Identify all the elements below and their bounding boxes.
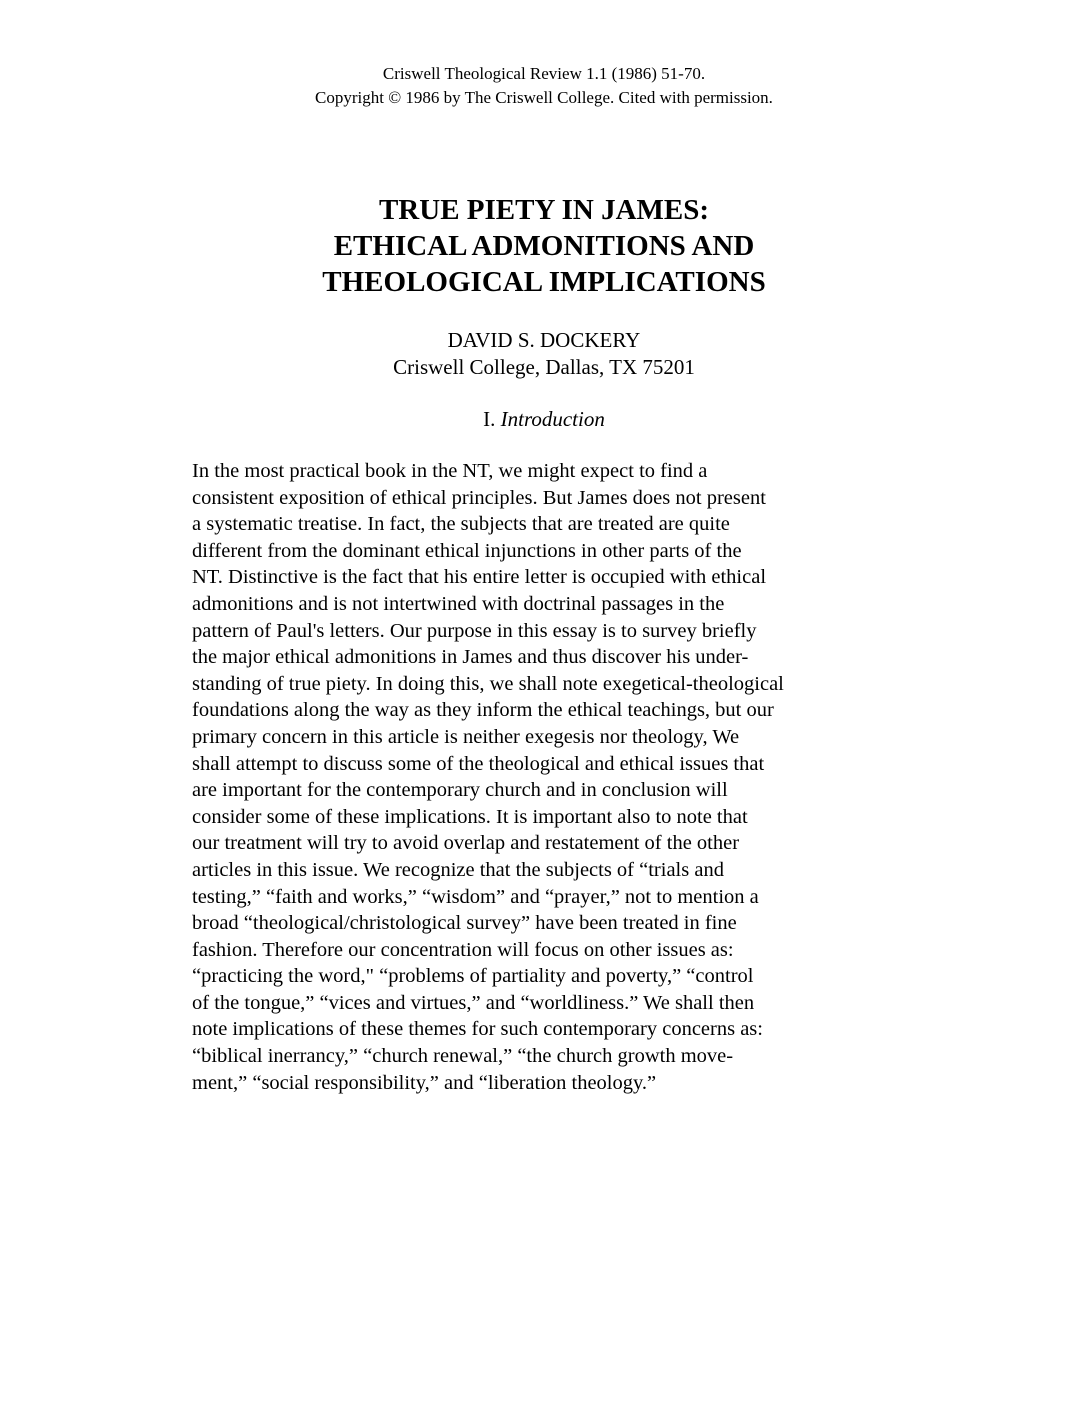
- body-line: note implications of these themes for such contemporary concerns as:: [192, 1018, 763, 1041]
- title-line: TRUE PIETY IN JAMES:: [378, 194, 710, 226]
- copyright-notice: Copyright © 1986 by The Criswell College. Cited with permission.: [315, 88, 773, 107]
- body-line: ment,” “social responsibility,” and “liberation theology.”: [192, 1071, 657, 1094]
- body-line: admonitions and is not intertwined with doctrinal passages in the: [192, 592, 725, 615]
- section-title: Introduction: [500, 407, 605, 431]
- author-name: DAVID S. DOCKERY: [447, 328, 641, 352]
- author-affiliation: Criswell College, Dallas, TX 75201: [393, 355, 695, 379]
- body-line: “practicing the word," “problems of partiality and poverty,” “control: [192, 965, 754, 988]
- body-line: testing,” “faith and works,” “wisdom” and “prayer,” not to mention a: [192, 885, 759, 908]
- title-line: ETHICAL ADMONITIONS AND: [333, 230, 755, 262]
- section-number: I.: [483, 407, 496, 431]
- body-line: are important for the contemporary church and in conclusion will: [192, 779, 728, 802]
- section-heading: [0, 406, 1088, 432]
- body-line: primary concern in this article is neither exegesis nor theology, We: [192, 725, 740, 748]
- body-line: different from the dominant ethical injunctions in other parts of the: [192, 539, 742, 562]
- body-line: shall attempt to discuss some of the theological and ethical issues that: [192, 752, 765, 775]
- body-line: standing of true piety. In doing this, we shall note exegetical-theological: [192, 672, 784, 695]
- body-line: NT. Distinctive is the fact that his entire letter is occupied with ethical: [192, 566, 767, 589]
- body-line: the major ethical admonitions in James and thus discover his under-: [192, 646, 749, 669]
- body-line: a systematic treatise. In fact, the subjects that are treated are quite: [192, 513, 730, 536]
- body-line: broad “theological/christological survey” have been treated in fine: [192, 912, 737, 935]
- body-line: of the tongue,” “vices and virtues,” and “worldliness.” We shall then: [192, 991, 755, 1014]
- journal-citation: Criswell Theological Review 1.1 (1986) 51-70.: [382, 64, 706, 83]
- body-line: “biblical inerrancy,” “church renewal,” “the church growth move-: [192, 1045, 734, 1068]
- body-line: articles in this issue. We recognize that the subjects of “trials and: [192, 858, 724, 881]
- body-line: consistent exposition of ethical principles. But James does not present: [192, 486, 766, 509]
- title-line: THEOLOGICAL IMPLICATIONS: [322, 266, 766, 298]
- body-line: our treatment will try to avoid overlap and restatement of the other: [192, 832, 740, 855]
- body-line: fashion. Therefore our concentration will focus on other issues as:: [192, 938, 734, 961]
- body-line: pattern of Paul's letters. Our purpose in this essay is to survey briefly: [192, 619, 757, 642]
- body-paragraph: [192, 458, 872, 1096]
- body-line: foundations along the way as they inform the ethical teachings, but our: [192, 699, 774, 722]
- body-line: In the most practical book in the NT, we might expect to find a: [192, 460, 708, 482]
- body-line: consider some of these implications. It is important also to note that: [192, 805, 748, 828]
